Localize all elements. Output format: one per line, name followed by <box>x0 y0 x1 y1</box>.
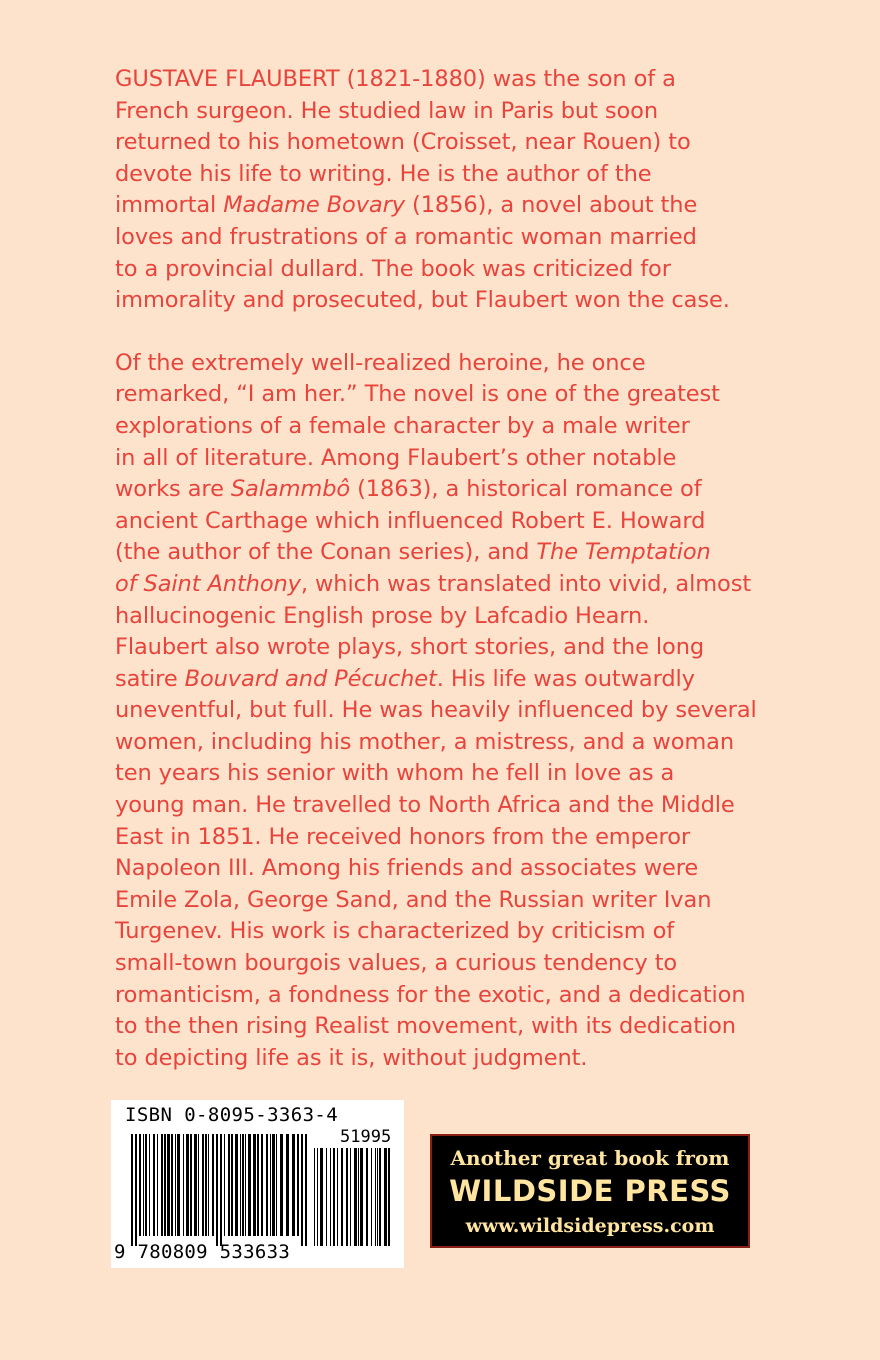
publisher-url: www.wildsidepress.com <box>465 1215 715 1237</box>
barcode-bar <box>183 1134 184 1236</box>
barcode-addon-bar <box>354 1148 357 1246</box>
barcode-addon-bar <box>337 1148 338 1246</box>
barcode-addon-bar <box>314 1148 315 1246</box>
blurb-line: women, including his mother, a mistress, and a woman <box>115 728 735 755</box>
barcode-bar <box>235 1134 238 1236</box>
blurb-line: remarked, “I am her.” The novel is one of the greatest <box>115 381 720 408</box>
blurb-line: to depicting life as it is, without judgment. <box>115 1044 588 1071</box>
barcode-addon-bar <box>358 1148 359 1246</box>
barcode-bar <box>266 1134 268 1236</box>
blurb-line: ancient Carthage which influenced Robert E. Howard <box>115 507 706 534</box>
barcode-bar <box>212 1134 214 1236</box>
publisher-tagline: Another great book from <box>450 1146 730 1170</box>
barcode-bar <box>177 1134 180 1236</box>
barcode-bar <box>171 1134 173 1236</box>
blurb-line: to a provincial dullard. The book was criticized for <box>115 255 671 282</box>
barcode-bar <box>139 1134 141 1236</box>
barcode-bar <box>297 1134 299 1236</box>
barcode-bar <box>242 1134 244 1236</box>
back-cover-blurb <box>115 64 775 1074</box>
barcode-bar <box>228 1134 230 1236</box>
blurb-line: East in 1851. He received honors from the emperor <box>115 823 691 850</box>
blurb-line: satire Bouvard and Pécuchet. His life was outwardly <box>115 665 695 692</box>
barcode-bar <box>292 1134 295 1236</box>
italic-title: Madame Bovary <box>223 192 405 219</box>
barcode-guard <box>220 1134 222 1246</box>
barcode-addon-bar <box>341 1148 343 1246</box>
barcode-addon-bar <box>317 1148 318 1246</box>
blurb-line: Napoleon III. Among his friends and associates were <box>115 855 699 882</box>
blurb-line: Flaubert also wrote plays, short stories, and the long <box>115 634 705 661</box>
barcode-bar <box>240 1134 241 1236</box>
blurb-line: of Saint Anthony, which was translated into vivid, almost <box>115 570 752 597</box>
barcode-addon-bar <box>330 1148 331 1246</box>
barcode-bar <box>248 1134 251 1236</box>
blurb-line: Of the extremely well-realized heroine, he once <box>115 349 646 376</box>
barcode-addon-bar <box>326 1148 327 1246</box>
barcode-bar <box>161 1134 163 1236</box>
barcode-bar <box>149 1134 150 1236</box>
blurb-line: (the author of the Conan series), and The Temptation <box>115 539 711 566</box>
barcode-bar <box>286 1134 289 1236</box>
barcode-addon-bar <box>388 1148 390 1246</box>
publisher-badge <box>430 1134 750 1248</box>
barcode-bar <box>257 1134 259 1236</box>
blurb-line: uneventful, but full. He was heavily influenced by several <box>115 697 757 724</box>
barcode-addon-bar <box>379 1148 381 1246</box>
barcode-bar <box>143 1134 144 1236</box>
blurb-line: immortal Madame Bovary (1856), a novel about the <box>115 192 698 219</box>
barcode-addon-bar <box>371 1148 372 1246</box>
ean-digits: 9 780809 533633 <box>114 1241 291 1263</box>
barcode-addon-bar <box>350 1148 351 1246</box>
barcode-bar <box>205 1134 207 1236</box>
barcode-bar <box>270 1134 271 1236</box>
barcode-bar <box>164 1134 166 1236</box>
blurb-line: hallucinogenic English prose by Lafcadio Hearn. <box>115 602 650 629</box>
barcode-bar <box>276 1134 277 1236</box>
blurb-line: small-town bourgois values, a curious tendency to <box>115 950 678 977</box>
publisher-name: WILDSIDE PRESS <box>449 1174 731 1208</box>
blurb-line: immorality and prosecuted, but Flaubert won the case. <box>115 287 730 314</box>
blurb-line: returned to his hometown (Croisset, near Rouen) to <box>115 129 691 156</box>
barcode-addon-bar <box>375 1148 376 1246</box>
barcode-addon-bar <box>360 1148 363 1246</box>
barcode-guard <box>216 1134 218 1246</box>
barcode-guard <box>301 1134 303 1246</box>
isbn-barcode <box>111 1100 404 1268</box>
blurb-line: young man. He travelled to North Africa and the Middle <box>115 792 735 819</box>
barcode-bar <box>261 1134 263 1236</box>
barcode-bar <box>157 1134 158 1236</box>
barcode-bar <box>272 1134 275 1236</box>
blurb-line: Emile Zola, George Sand, and the Russian writer Ivan <box>115 886 712 913</box>
price-code: 51995 <box>340 1127 392 1147</box>
barcode-bar <box>153 1134 155 1236</box>
blurb-line: works are Salammbô (1863), a historical romance of <box>115 476 702 503</box>
barcode-bar <box>194 1134 197 1236</box>
blurb-line: loves and frustrations of a romantic woman married <box>115 223 697 250</box>
blurb-line: devote his life to writing. He is the author of the <box>115 160 652 187</box>
barcode-bar <box>167 1134 170 1236</box>
barcode-bar <box>190 1134 192 1236</box>
barcode-addon-bar <box>320 1148 323 1246</box>
blurb-line: French surgeon. He studied law in Paris but soon <box>115 97 658 124</box>
barcode-bar <box>231 1134 233 1236</box>
barcode-bar <box>198 1134 199 1236</box>
blurb-line: GUSTAVE FLAUBERT (1821-1880) was the son of a <box>115 66 676 92</box>
blurb-line: in all of literature. Among Flaubert’s other notable <box>115 444 677 471</box>
isbn-number: ISBN 0-8095-3363-4 <box>125 1104 339 1126</box>
barcode-addon-bar <box>366 1148 368 1246</box>
italic-title: The Temptation <box>536 539 711 566</box>
barcode-addon-bar <box>377 1148 378 1246</box>
blurb-paragraph-1 <box>115 64 775 317</box>
blurb-line: romanticism, a fondness for the exotic, and a dedication <box>115 981 746 1008</box>
blurb-line: explorations of a female character by a male writer <box>115 412 690 439</box>
barcode-bar <box>245 1134 246 1236</box>
blurb-line: Turgenev. His work is characterized by criticism of <box>115 918 675 945</box>
italic-title: Bouvard and Pécuchet <box>184 665 437 692</box>
barcode-bar <box>202 1134 204 1236</box>
barcode-bar <box>145 1134 147 1236</box>
barcode-bar <box>253 1134 256 1236</box>
blurb-line: to the then rising Realist movement, with its dedication <box>115 1013 736 1040</box>
barcode-addon-bar <box>384 1148 387 1246</box>
barcode-bar <box>224 1134 225 1236</box>
barcode-guard <box>131 1134 133 1246</box>
barcode-guard <box>305 1134 307 1246</box>
barcode-bar <box>280 1134 283 1236</box>
barcode-addon-bar <box>346 1148 348 1246</box>
italic-title: Salammbô <box>230 476 351 503</box>
barcode-addon-bar <box>333 1148 335 1246</box>
barcode-bar <box>175 1134 176 1236</box>
blurb-line: ten years his senior with whom he fell in love as a <box>115 760 675 787</box>
barcode-bar <box>208 1134 209 1236</box>
barcode-guard <box>135 1134 137 1246</box>
barcode-bar <box>186 1134 189 1236</box>
italic-title: of Saint Anthony <box>115 570 301 597</box>
blurb-paragraph-2 <box>115 348 775 1075</box>
